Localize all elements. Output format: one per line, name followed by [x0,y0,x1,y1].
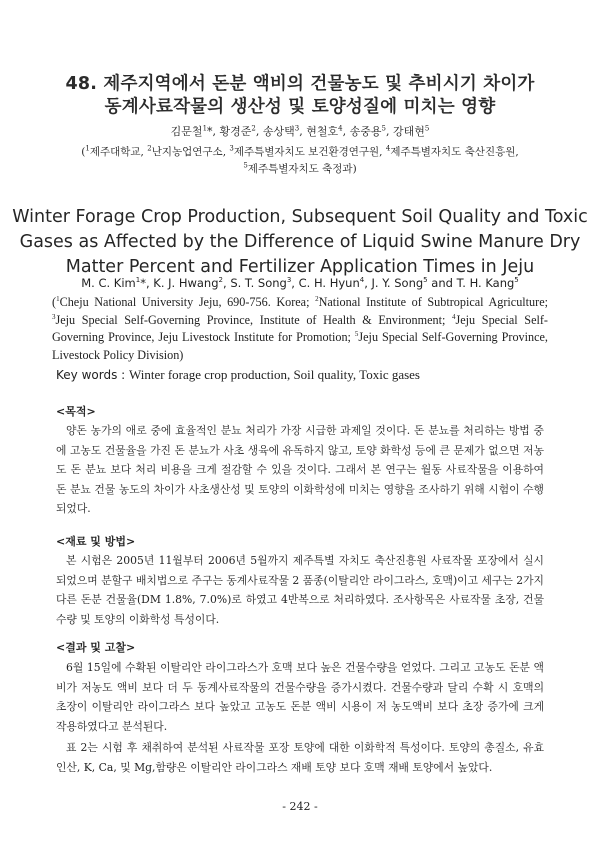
keywords-value: Winter forage crop production, Soil quality, Toxic gases [129,367,420,382]
author: 강태현$^5$ [392,124,430,138]
section-body-materials: 본 시험은 2005년 11월부터 2006년 5월까지 제주특별 자치도 축산진흥원 사료작물 포장에서 실시되었으며 분할구 배치법으로 주구는 동계사료작물 2 품종(이탈리안 라이그라스, 호맥)이고 세구는 2가지 다른 돈분 건물율(DM 1.8%, 7.0%)로 하였고 4반복으로 처리하였다. 조사항목은 사료작물 초장, 건물수량 및 토양의 이화학성 특성이다. [56,554,544,626]
english-title-line3: Matter Percent and Fertilizer Application Times in Jeju [65,257,535,277]
section-heading-purpose: <목적> [56,405,96,418]
author: 현철호$^4$ [306,124,343,138]
section-heading-results: <결과 및 고찰> [56,641,136,654]
author: 황경준$^2$ [219,124,256,138]
english-authors: M. C. Kim$^1$*, K. J. Hwang$^2$, S. T. Song$^3$, C. H. Hyun$^4$, J. Y. Song$^5$ and T. H. Kang$^5$ [81,276,519,290]
author: 송상택$^3$ [262,124,300,138]
english-title [0,205,600,280]
korean-title [0,73,600,119]
english-title-line1: Winter Forage Crop Production, Subsequent Soil Quality and Toxic [12,207,588,227]
author: 송중용$^5$ [349,124,386,138]
keywords-label: Key words : [56,368,129,382]
section-body-results-1: 6월 15일에 수확된 이탈리안 라이그라스가 호맥 보다 높은 건물수량을 얻었다. 그리고 고농도 돈분 액비가 저농도 액비 보다 더 두 동계사료작물의 건물수량을 증가시켰다. 건물수량과 달리 수확 시 호맥의 초장이 이탈리안 라이그라스 보다 높았고 고농도 돈분 액비 시용이 저 농도액비 보다 초장 증가에 크게 작용하였다고 분석된다. [56,661,544,733]
korean-affiliations: ($^1$제주대학교, $^2$난지농업연구소, $^3$제주특별자치도 보건환경연구원, $^4$제주특별자치도 축산진흥원, $^5$제주특별자치도 축정과) [81,144,519,175]
page-number: - 242 - [282,800,318,813]
korean-title-line2: 동계사료작물의 생산성 및 토양성질에 미치는 영향 [104,97,496,117]
english-affiliations: ($^1$Cheju National University Jeju, 690-756. Korea; $^2$National Institute of Subtropical Agriculture; $^3$Jeju Special Self-Governing Province, Institute of Health & Environment; $^4$Jeju Special Self-Governing Province, Jeju Livestock Institute for Promotion; $^5$Jeju Special Self-Governing Province, Livestock Policy Division) [52,294,549,362]
korean-title-line1: 48. 제주지역에서 돈분 액비의 건물농도 및 추비시기 차이가 [65,74,535,94]
korean-authors: 김문철$^1$*, 황경준$^2$, 송상택$^3$, 현철호$^4$, 송중용$^5$, 강태현$^5$ [170,124,430,138]
author: 김문철$^1$* [170,124,213,138]
section-heading-materials: <재료 및 방법> [56,535,136,548]
keywords [56,367,420,383]
section-body-results-2: 표 2는 시험 후 채취하여 분석된 사료작물 포장 토양에 대한 이화학적 특성이다. 토양의 총질소, 유효인산, K, Ca, 및 Mg,함량은 이탈리안 라이그라스 재배 토양 보다 호맥 재배 토양에서 높았다. [56,741,544,774]
section-body-purpose: 양돈 농가의 애로 중에 효율적인 분뇨 처리가 가장 시급한 과제일 것이다. 돈 분뇨를 처리하는 방법 중에 고농도 건물율을 가진 돈 분뇨가 사초 생육에 유독하지 않고, 토양 화학성 등에 큰 문제가 없으면 저농도 돈 분뇨 보다 처리 비용을 크게 절감할 수 있을 것이다. 그래서 본 연구는 월동 사료작물을 이용하여 돈 분뇨 건물 농도의 차이가 사초생산성 및 토양의 이화학성에 미치는 영향을 조사하기 위해 시험이 수행되었다. [56,424,544,516]
english-title-line2: Gases as Affected by the Difference of Liquid Swine Manure Dry [19,232,581,252]
